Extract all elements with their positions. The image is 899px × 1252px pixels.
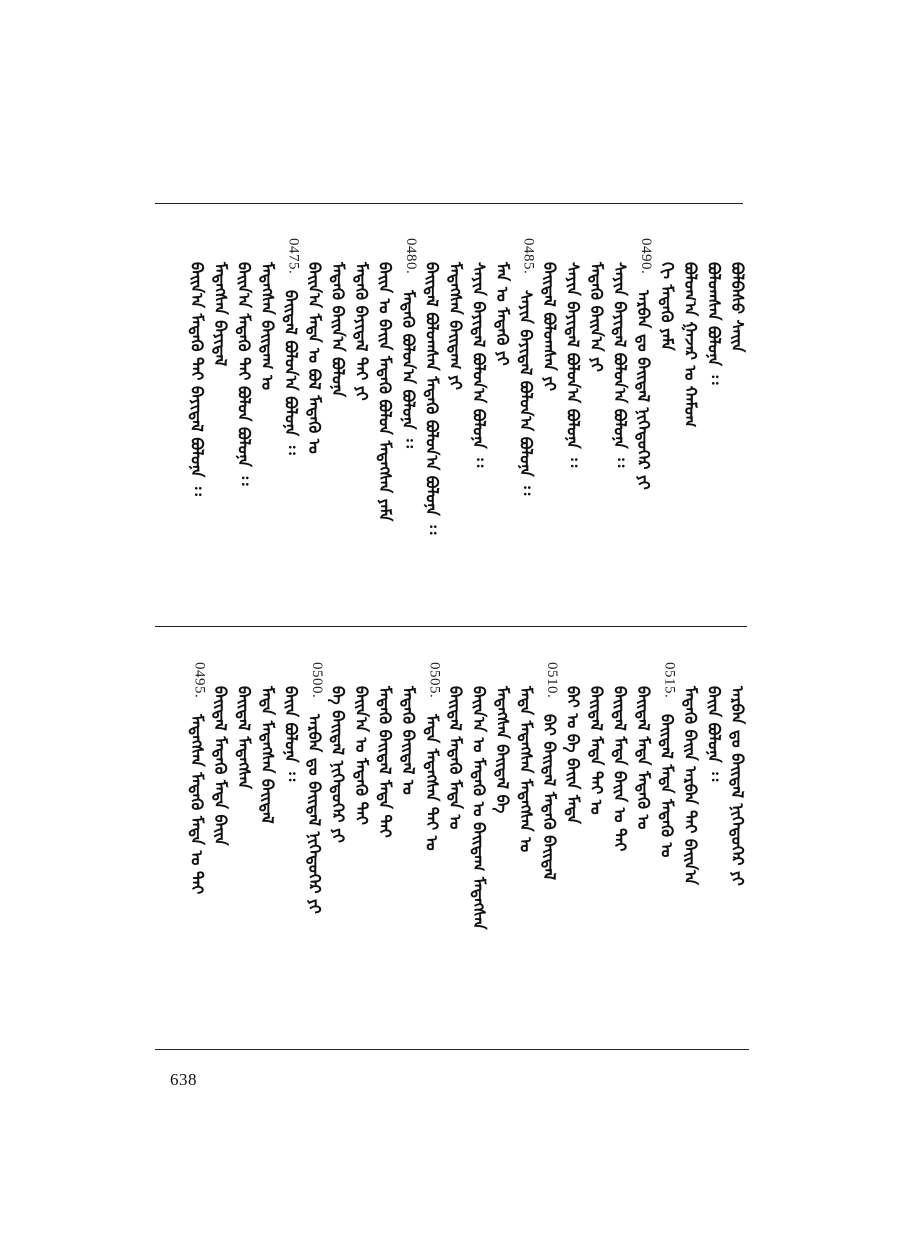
line-number: 0480.: [403, 238, 419, 275]
verse-line: ᠪᠠᠢᠨ ᠤ ᠪᠠᠢᠨ ᠮᠡᠳᠡᠬᠦ ᠪᠣᠯᠤᠨ ᠮᠡᠳᠡᠭᠰᠡᠨ ᠶᠠᠮᠠ: [375, 262, 395, 522]
verse-line: ᠮᠡᠳᠡ ᠮᠡᠳᠡᠭᠰᠡᠨ ᠲᠠᠢ ᠤ: [422, 714, 442, 851]
verse-line: ᠪᠠᠢ ᠤ ᠪᠠ ᠪᠠᠢᠨ ᠮᠡᠳᠡ: [563, 686, 583, 824]
line-number: 0475.: [285, 238, 302, 275]
bottom-verse-panel: [150, 636, 750, 930]
verse-line: ᠪᠠᠢᠳᠠᠯ ᠮᠡᠳᠡ ᠲᠠᠢ ᠤ: [587, 686, 606, 815]
middle-divider: [155, 626, 747, 627]
verse-line: ᠪᠠᠢᠨ᠎ᠠ ᠮᠡᠳᠡᠬᠦ ᠲᠠᠢ ᠪᠣᠯᠤᠨ ᠪᠣᠯᠤᠨᠠ ᠄᠄: [234, 262, 254, 486]
verse-line: ᠪᠠᠢᠳᠠᠯ ᠮᠡᠳᠡᠬᠦ ᠮᠡᠳᠡ ᠪᠠᠢᠨ: [211, 686, 230, 846]
verse-line: ᠪᠠᠢᠳᠠᠯ ᠮᠡᠳᠡᠬᠦ ᠮᠡᠳᠡ ᠤ: [446, 686, 465, 830]
verse-line: ᠮᠡᠳᠡᠭᠰᠡᠨ ᠪᠠᠢᠳᠠᠯ ᠪᠠ: [493, 686, 512, 814]
page-number: 638: [170, 1070, 197, 1089]
verse-line: ᠮᠡᠳᠡ ᠮᠡᠳᠡᠭᠰᠡᠨ ᠮᠡᠳᠡᠭᠰᠡᠨ ᠤ: [516, 686, 536, 853]
verse-line: ᠮᠠᠨ ᠤ ᠮᠡᠳᠡᠬᠦ ᠶᠢ: [493, 262, 512, 366]
bottom-divider: [155, 1049, 749, 1050]
verse-line: ᠠᠷᠪᠠᠨ ᠳᠤ ᠪᠠᠢᠳᠠᠯ ᠨᠢᠭᠡᠳᠦᠭᠡᠷ ᠶᠢ: [728, 686, 747, 886]
verse-line: ᠪᠣᠯᠪᠠᠰᠤ ᠰᠠᠢᠨ: [728, 262, 747, 353]
verse-line: ᠪᠠᠢᠳᠠᠯ ᠮᠡᠳᠡᠭᠰᠡᠨ: [234, 686, 254, 790]
verse-line: ᠰᠠᠶᠢᠨ ᠪᠠᠶᠢᠳᠠᠯ ᠪᠣᠯᠤᠨ᠎ᠠ ᠪᠣᠯᠤᠨᠠ ᠄᠄: [516, 290, 536, 496]
verse-line: ᠠᠷᠪᠠᠨ ᠳᠤ ᠪᠠᠢᠳᠠᠯ ᠨᠢᠭᠡᠳᠦᠭᠡᠷ ᠶᠢ: [305, 714, 324, 914]
verse-line: ᠮᠡᠳᠡᠬᠦ ᠪᠠᠢᠳᠠᠯ ᠤ: [399, 686, 418, 795]
verse-line: ᠪᠠᠢᠳᠠᠯ ᠮᠡᠳᠡ ᠮᠡᠳᠡᠬᠦ ᠤ: [634, 686, 653, 830]
verse-line: ᠮᠡᠳᠡᠭᠰᠡᠨ ᠪᠠᠶᠢᠳᠠᠯ: [211, 262, 230, 367]
verse-line: ᠮᠡᠳᠡᠭᠰᠡᠨ ᠪᠠᠢᠳᠠᠭ ᠤ: [258, 262, 277, 391]
top-divider: [155, 203, 743, 204]
verse-line: ᠪᠠ ᠪᠠᠢᠳᠠᠯ ᠨᠢᠭᠡᠳᠦᠭᠡᠷ ᠶᠢ: [328, 686, 348, 843]
line-number: 0505.: [426, 662, 443, 699]
verse-line: ᠪᠠᠢᠳᠠᠯ ᠪᠤᠯᠤᠭᠰᠠᠨ ᠮᠡᠳᠡᠬᠦ ᠪᠣᠯᠤᠨ᠎ᠠ ᠪᠣᠯᠤᠨᠠ ᠄᠄: [422, 262, 442, 535]
verse-line: ᠪᠠᠢᠨ᠎ᠠ ᠮᠡᠳᠡ ᠤ ᠪᠣᠯ ᠮᠡᠳᠡᠬᠦ ᠤ: [305, 262, 324, 454]
verse-line: ᠪᠠᠢᠨ᠎ᠠ ᠤ ᠮᠡᠳᠡᠬᠦ ᠲᠠᠢ: [352, 686, 371, 825]
verse-line: ᠮᠡᠳᠡᠬᠦ ᠪᠠᠢᠳᠠᠯ ᠮᠡᠳᠡ ᠲᠠᠢ: [375, 686, 395, 838]
verse-line: ᠰᠠᠶᠢᠨ ᠪᠠᠶᠢᠳᠠᠯ ᠪᠣᠯᠤᠨ᠎ᠠ ᠪᠣᠯᠤᠨᠠ ᠄᠄: [563, 262, 583, 468]
verse-line: ᠮᠡᠳᠡᠬᠦ ᠪᠠᠶᠢᠳᠠᠯ ᠲᠠᠢ ᠶᠢ: [352, 262, 371, 401]
verse-line: ᠪᠤᠯᠤᠭᠰᠠᠨ ᠪᠣᠯᠤᠨᠠ ᠄᠄: [704, 262, 724, 385]
verse-line: ᠪᠠᠢᠨ ᠪᠣᠯᠤᠨᠠ ᠄᠄: [281, 686, 301, 782]
verse-line: ᠪᠠᠢᠳᠠᠯ ᠮᠡᠳᠡ ᠪᠠᠢᠨ ᠤ ᠲᠠᠢ: [610, 686, 630, 852]
verse-line: ᠪᠠᠢᠳᠠᠯ ᠮᠡᠳᠡ ᠮᠡᠳᠡᠬᠦ ᠤ: [657, 714, 677, 858]
verse-line: ᠪᠤᠯᠤᠭ᠎ᠠ ᠭᠠᠵᠠᠷ ᠤ ᠬᠠᠮᠤᠭ: [681, 262, 700, 428]
verse-line: ᠮᠡᠳᠡᠭᠰᠡᠨ ᠪᠠᠢᠳᠠᠭ ᠶᠢ: [446, 262, 465, 390]
verse-line: ᠠᠷᠪᠠᠨ ᠳᠤ ᠪᠠᠢᠳᠠᠯ ᠨᠢᠭᠡᠳᠦᠭᠡᠷ ᠶᠢ: [634, 290, 653, 490]
verse-line: ᠮᠡᠳᠡᠬᠦ ᠪᠣᠯᠤᠨ᠎ᠠ ᠪᠣᠯᠤᠨᠠ ᠄᠄: [399, 290, 418, 448]
verse-line: ᠪᠠᠢᠳᠠᠯ ᠪᠣᠯᠤᠨ᠎ᠠ ᠪᠣᠯᠤᠨᠠ ᠄᠄: [281, 290, 301, 455]
verse-line: ᠬᠢ ᠮᠡᠳᠡᠬᠦ ᠶᠠᠮᠠ: [657, 262, 677, 351]
verse-line: ᠮᠡᠳᠡ ᠮᠡᠳᠡᠭᠰᠡᠨ ᠪᠠᠢᠳᠠᠯ: [258, 686, 277, 824]
line-number: 0495.: [191, 662, 208, 699]
verse-line: ᠰᠠᠶᠢᠨ ᠪᠠᠶᠢᠳᠠᠯ ᠪᠣᠯᠤᠨ᠎ᠠ ᠪᠣᠯᠤᠨᠠ ᠄᠄: [610, 262, 630, 468]
verse-line: ᠰᠠᠶᠢᠨ ᠪᠠᠶᠢᠳᠠᠯ ᠪᠣᠯᠤᠨ᠎ᠠ ᠪᠣᠯᠤᠨᠠ ᠄᠄: [469, 262, 489, 468]
verse-line: ᠪᠠᠢ ᠪᠠᠢᠳᠠᠯ ᠮᠡᠳᠡᠬᠦ ᠪᠠᠢᠳᠠᠯ: [540, 714, 559, 881]
top-verse-panel: [150, 212, 750, 535]
line-number: 0510.: [544, 662, 560, 699]
verse-line: ᠮᠡᠳᠡᠭᠰᠡᠨ ᠮᠡᠳᠡᠬᠦ ᠮᠡᠳᠡ ᠤ ᠲᠠᠢ: [187, 714, 207, 895]
verse-line: ᠪᠠᠢᠨ ᠪᠣᠯᠤᠨᠠ ᠄᠄: [704, 686, 724, 782]
verse-line: ᠪᠠᠢᠨ᠎ᠠ ᠤ ᠮᠡᠳᠡᠬᠦ ᠤ ᠪᠠᠢᠳᠠᠭ ᠮᠡᠳᠡᠭᠰᠡᠨ: [469, 686, 489, 930]
verse-line: ᠮᠡᠳᠡᠬᠦ ᠪᠠᠢᠨ᠎ᠠ ᠶᠢ: [587, 262, 606, 372]
verse-line: ᠪᠠᠢᠳᠠᠯ ᠪᠣᠯᠤᠭᠰᠠᠨ ᠶᠢ: [540, 262, 559, 392]
verse-line: ᠮᠡᠳᠡᠬᠦ ᠪᠠᠢᠨ᠎ᠠ ᠪᠣᠯᠤᠨᠠ: [328, 262, 348, 398]
line-number: 0500.: [309, 662, 325, 699]
line-number: 0490.: [638, 238, 654, 275]
line-number: 0485.: [520, 238, 537, 275]
line-number: 0515.: [661, 662, 678, 699]
verse-line: ᠪᠠᠢᠨ᠎ᠠ ᠮᠡᠳᠡᠬᠦ ᠲᠠᠢ ᠪᠠᠶᠢᠳᠠᠯ ᠪᠣᠯᠤᠨᠠ ᠄᠄: [187, 262, 207, 496]
verse-line: ᠮᠡᠳᠡᠬᠦ ᠪᠠᠢᠨ ᠠᠷᠪᠠᠨ ᠲᠠᠢ ᠪᠠᠢᠨ᠎ᠠ: [681, 686, 700, 885]
